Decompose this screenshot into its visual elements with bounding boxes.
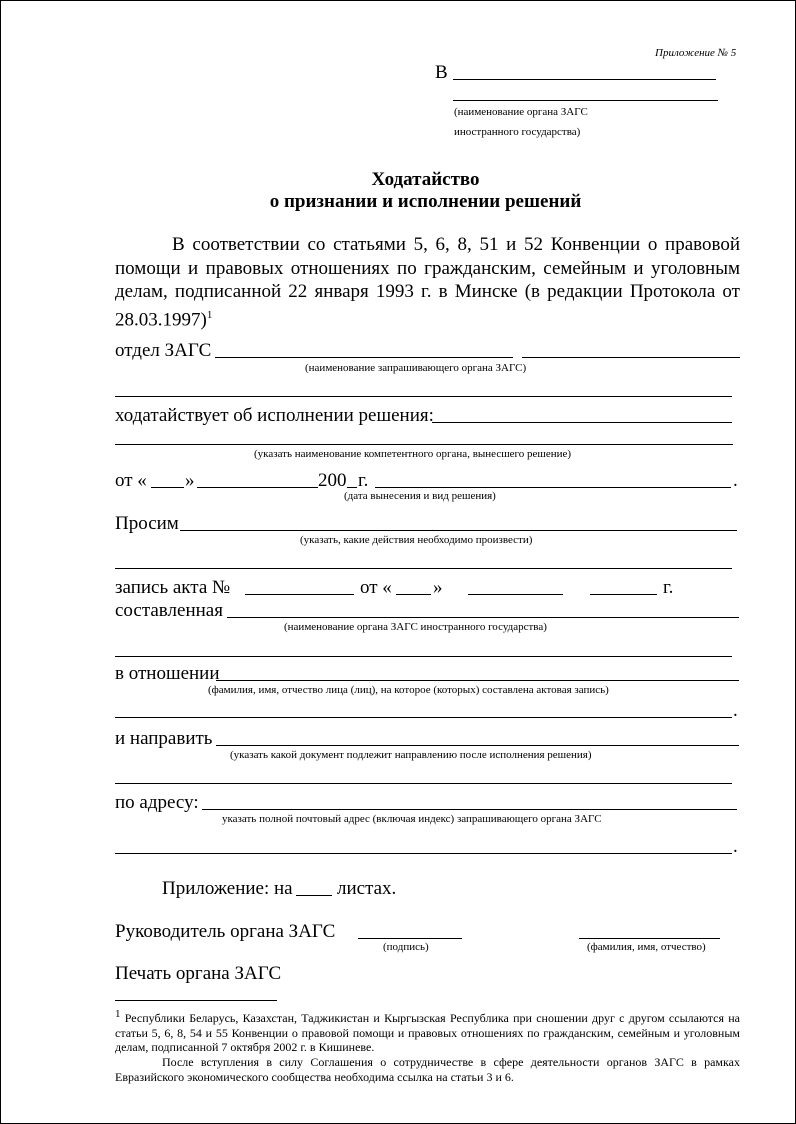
footnote-text-2: После вступления в силу Соглашения о сотрудничестве в сфере деятельности органов ЗАГС в рамках Евразийского экономического сообщества необходима ссылка на статьи 3 и 6. <box>115 1055 740 1084</box>
record-label: запись акта № <box>115 577 231 598</box>
document-title: Ходатайство <box>371 169 480 190</box>
footnote-ref: 1 <box>206 308 213 321</box>
date-note: (дата вынесения и вид решения) <box>344 490 496 502</box>
day-field-line[interactable] <box>151 487 184 488</box>
otdel-continuation-line[interactable] <box>115 396 732 397</box>
address-field-line[interactable] <box>202 809 737 810</box>
signature-field-line[interactable] <box>358 938 462 939</box>
address-dot: . <box>733 836 738 857</box>
ask-continuation-line[interactable] <box>115 568 732 569</box>
record-mid: » <box>433 577 443 598</box>
ask-label: Просим <box>115 513 179 534</box>
authority-note: (указать наименование компетентного органа, вынесшего решение) <box>254 448 572 460</box>
year-suffix: г. <box>358 470 369 491</box>
regarding-continuation-line[interactable] <box>115 717 732 718</box>
otdel-note: (наименование запрашивающего органа ЗАГС) <box>305 362 527 374</box>
record-day-line[interactable] <box>396 594 431 595</box>
footnote-marker: 1 <box>115 1008 121 1020</box>
composed-field-line[interactable] <box>227 617 739 618</box>
to-prefix: В <box>435 62 448 83</box>
signature-note: (подпись) <box>383 941 429 953</box>
record-from: от « <box>360 577 392 598</box>
document-subtitle: о признании и исполнении решений <box>269 191 582 212</box>
ask-note: (указать, какие действия необходимо произвести) <box>300 534 533 546</box>
authority-field-line[interactable] <box>115 444 733 445</box>
ask-field-line[interactable] <box>180 530 737 531</box>
regarding-note: (фамилия, имя, отчество лица (лиц), на которое (которых) составлена актовая запись) <box>208 684 609 696</box>
appendix-label: Приложение № 5 <box>655 47 737 59</box>
regarding-field-line[interactable] <box>216 680 739 681</box>
head-label: Руководитель органа ЗАГС <box>115 921 336 942</box>
month-field-line[interactable] <box>197 487 318 488</box>
record-year-label: г. <box>663 577 674 598</box>
to-field-line-2[interactable] <box>453 100 718 101</box>
attachment-suffix: листах. <box>337 878 397 899</box>
footnote-2 <box>115 1055 740 1084</box>
year-digit-line[interactable] <box>347 487 357 488</box>
composed-continuation-line[interactable] <box>115 656 732 657</box>
record-number-line[interactable] <box>245 594 354 595</box>
composed-label: составленная <box>115 600 223 621</box>
to-field-line-1[interactable] <box>453 79 716 80</box>
stamp-label: Печать органа ЗАГС <box>115 963 282 984</box>
footnote-1 <box>115 1007 740 1055</box>
otdel-field-line[interactable] <box>215 357 513 358</box>
from-mid: » <box>185 470 195 491</box>
zags-note-2: иностранного государства) <box>454 126 581 138</box>
attachment-prefix: Приложение: на <box>162 878 293 899</box>
regarding-label: в отношении <box>115 663 220 684</box>
regarding-dot: . <box>733 700 738 721</box>
petition-field-line[interactable] <box>432 422 732 423</box>
footnote-text-1: Республики Беларусь, Казахстан, Таджикистан и Кыргызская Республика при сношении друг с другом ссылаются на статьи 5, 6, 8, 54 и 55 Конвенции о правовой помощи и правовых отношениях по гражданским, семейным и уголовным делам, подписанной 7 октября 2002 г. в Кишиневе. <box>115 1011 741 1054</box>
otdel-field-line-2[interactable] <box>522 357 740 358</box>
from-prefix: от « <box>115 470 147 491</box>
otdel-label: отдел ЗАГС <box>115 340 212 361</box>
composed-note: (наименование органа ЗАГС иностранного государства) <box>284 621 547 633</box>
address-note: указать полной почтовый адрес (включая индекс) запрашивающего органа ЗАГС <box>222 813 602 825</box>
intro-text: В соответствии со статьями 5, 6, 8, 51 и 52 Конвенции о правовой помощи и правовых отношениях по гражданским, семейным и уголовным делам, подписанной 22 января 1993 г. в Минске (в редакции Протокола от 28.03.1997) <box>115 234 740 330</box>
address-label: по адресу: <box>115 792 199 813</box>
send-continuation-line[interactable] <box>115 783 732 784</box>
petition-label: ходатайствует об исполнении решения: <box>115 405 434 426</box>
send-label: и направить <box>115 728 213 749</box>
zags-note-1: (наименование органа ЗАГС <box>454 106 588 118</box>
attachment-sheets-line[interactable] <box>296 895 332 896</box>
name-note: (фамилия, имя, отчество) <box>587 941 706 953</box>
footnote-separator <box>115 1000 277 1001</box>
record-month-line[interactable] <box>468 594 563 595</box>
name-field-line[interactable] <box>579 938 720 939</box>
address-continuation-line[interactable] <box>115 853 732 854</box>
record-year-line[interactable] <box>590 594 657 595</box>
intro-paragraph <box>115 233 740 331</box>
send-note: (указать какой документ подлежит направлению после исполнения решения) <box>230 749 592 761</box>
decision-type-line[interactable] <box>375 487 731 488</box>
year-text: 200 <box>318 470 347 491</box>
from-dot: . <box>733 470 738 491</box>
send-field-line[interactable] <box>216 745 739 746</box>
